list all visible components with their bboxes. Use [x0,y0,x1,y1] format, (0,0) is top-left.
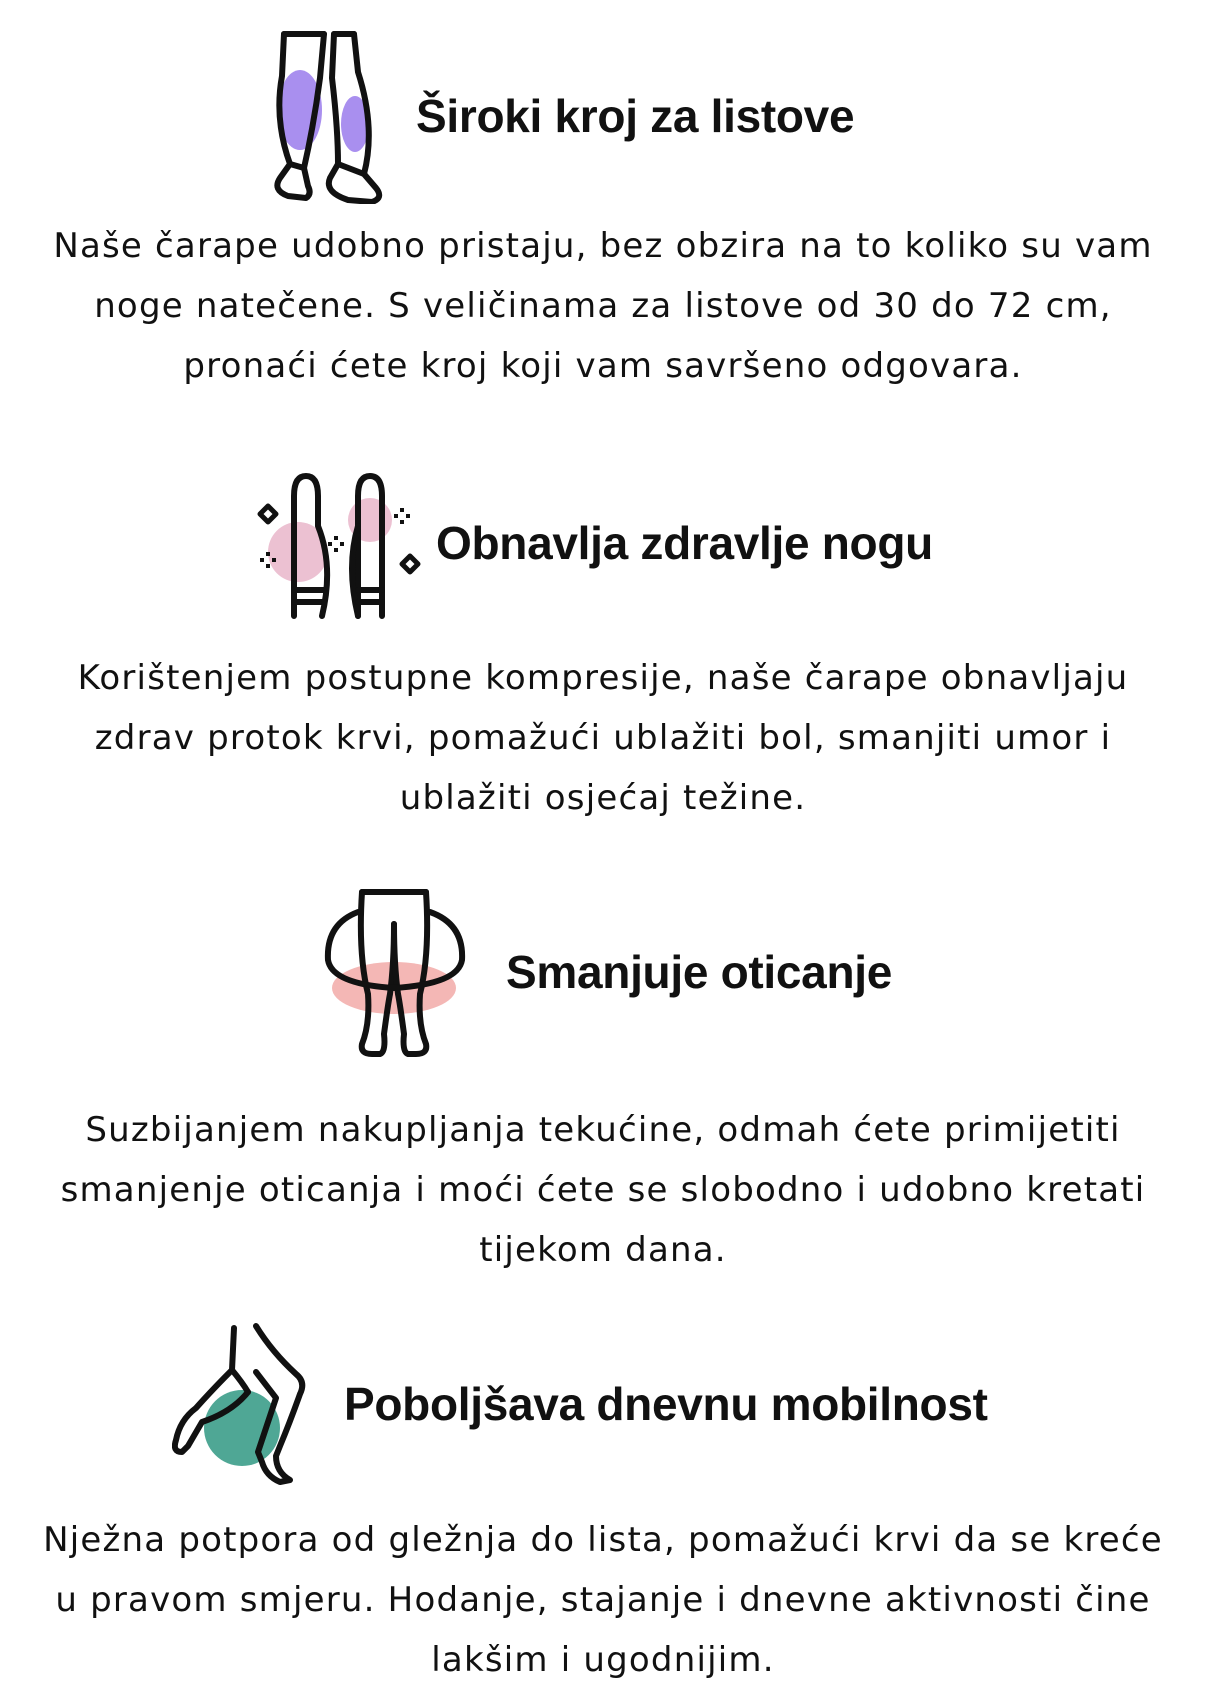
description-line: Korištenjem postupne kompresije, naše čarape obnavljaju [77,658,1129,698]
feature-title: Poboljšava dnevnu mobilnost [344,1378,988,1430]
feature-description [30,648,1176,828]
feature-description [30,1100,1176,1280]
walking-legs-icon [172,1322,312,1486]
healthy-legs-sparkle-icon [254,466,424,620]
description-line: tijekom dana. [479,1230,727,1270]
feature-heading [322,884,892,1060]
legs-ring-swelling-icon [322,884,470,1060]
description-line: zdrav protok krvi, pomažući ublažiti bol, smanjiti umor i [94,718,1112,758]
description-line: ublažiti osjećaj težine. [399,778,807,818]
description-line: lakšim i ugodnijim. [431,1640,775,1680]
feature-title: Smanjuje oticanje [506,946,893,998]
calf-legs-icon [268,28,408,204]
feature-description [30,1510,1176,1690]
description-line: smanjenje oticanja i moći ćete se slobodno i udobno kretati [60,1170,1146,1210]
feature-heading [268,28,854,204]
feature-description [30,216,1176,396]
description-line: u pravom smjeru. Hodanje, stajanje i dnevne aktivnosti čine [55,1580,1151,1620]
description-line: Nježna potpora od gležnja do lista, pomažući krvi da se kreće [43,1520,1163,1560]
feature-heading [254,466,933,620]
description-line: Suzbijanjem nakupljanja tekućine, odmah ćete primijetiti [85,1110,1121,1150]
description-line: pronaći ćete kroj koji vam savršeno odgovara. [183,346,1023,386]
feature-title: Obnavlja zdravlje nogu [436,517,933,569]
description-line: noge natečene. S veličinama za listove od 30 do 72 cm, [94,286,1112,326]
feature-heading [172,1322,988,1486]
feature-title: Široki kroj za listove [416,90,855,142]
description-line: Naše čarape udobno pristaju, bez obzira na to koliko su vam [53,226,1153,266]
